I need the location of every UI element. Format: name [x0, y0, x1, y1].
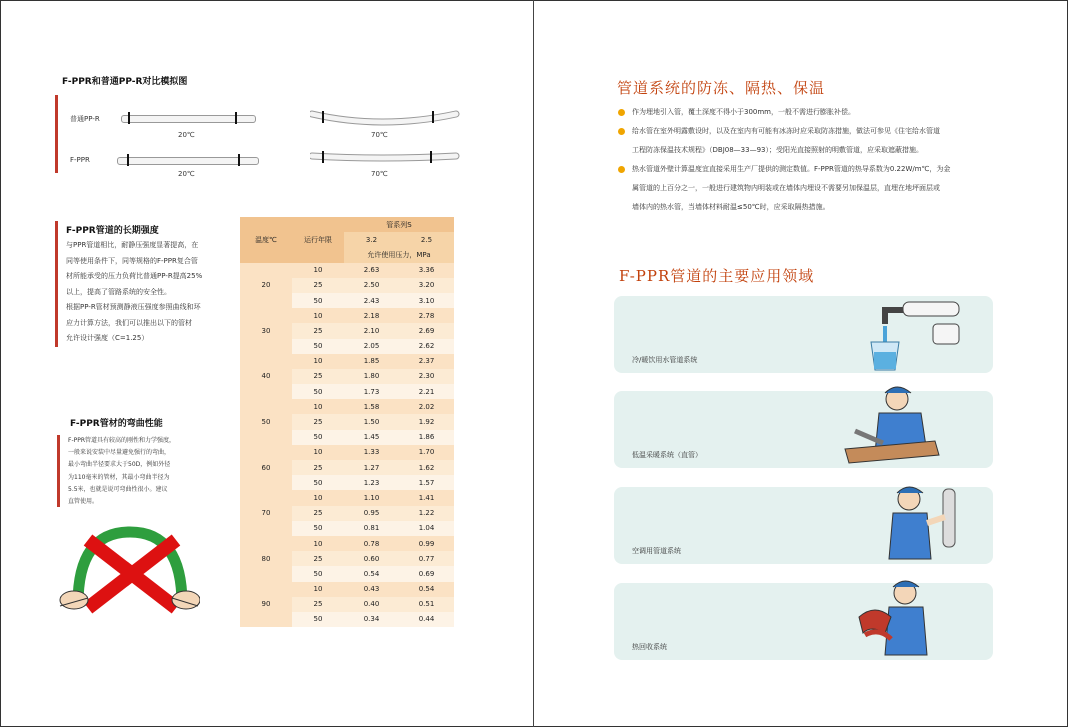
temp-cell: 60 [240, 445, 292, 491]
pressure-cell: 2.18 [344, 308, 399, 323]
pressure-cell: 1.70 [399, 445, 454, 460]
header-years: 运行年限 [292, 217, 344, 263]
bending-text: F-PPR管道具有较高的刚性和力学强度， 一般来说安装中尽量避免强行的弯曲， 最小弯曲半径要求大于50D，例如外径 为110毫米的管材，其最小弯曲半径为 5.5米，也就是说可弯曲性很小。建议 直管使用。 [68, 437, 176, 506]
bullet-dot [618, 128, 625, 135]
pressure-cell: 0.43 [344, 582, 399, 597]
years-cell: 50 [292, 384, 344, 399]
years-cell: 10 [292, 582, 344, 597]
pressure-cell: 2.63 [344, 263, 399, 278]
insulation-title: 管道系统的防冻、隔热、保温 [617, 79, 826, 97]
pipe-clip [238, 154, 240, 166]
application-label: 冷/暖饮用水管道系统 [632, 356, 698, 364]
pressure-cell: 1.58 [344, 399, 399, 414]
pressure-cell: 0.44 [399, 612, 454, 627]
years-cell: 25 [292, 597, 344, 612]
years-cell: 10 [292, 445, 344, 460]
pressure-cell: 2.37 [399, 354, 454, 369]
years-cell: 50 [292, 293, 344, 308]
pressure-cell: 2.62 [399, 339, 454, 354]
pressure-cell: 1.33 [344, 445, 399, 460]
pressure-cell: 2.30 [399, 369, 454, 384]
table-row [240, 490, 454, 505]
pressure-cell: 1.41 [399, 490, 454, 505]
bent-pipe [310, 108, 460, 132]
pressure-cell: 0.81 [344, 521, 399, 536]
pressure-cell: 0.34 [344, 612, 399, 627]
pressure-cell: 1.27 [344, 460, 399, 475]
bending-title: F-PPR管材的弯曲性能 [70, 419, 163, 429]
years-cell: 10 [292, 490, 344, 505]
temp-cell: 70 [240, 490, 292, 536]
accent-bar [57, 435, 60, 507]
pressure-cell: 1.22 [399, 506, 454, 521]
temp-label: 70℃ [371, 170, 388, 178]
header-temp: 温度℃ [240, 217, 292, 263]
pressure-cell: 1.85 [344, 354, 399, 369]
years-cell: 50 [292, 566, 344, 581]
years-cell: 10 [292, 263, 344, 278]
years-cell: 50 [292, 339, 344, 354]
series-value: 3.2 [344, 232, 399, 247]
pressure-cell: 1.45 [344, 430, 399, 445]
table-row [240, 445, 454, 460]
application-label: 空调用管道系统 [632, 547, 681, 555]
sim-row-label: 普通PP-R [70, 115, 100, 123]
pressure-table [240, 217, 454, 627]
pressure-cell: 0.69 [399, 566, 454, 581]
pressure-cell: 1.86 [399, 430, 454, 445]
temp-cell: 30 [240, 308, 292, 354]
pressure-cell: 1.80 [344, 369, 399, 384]
application-card [614, 487, 993, 564]
pressure-cell: 0.40 [344, 597, 399, 612]
pressure-cell: 1.73 [344, 384, 399, 399]
pressure-cell: 0.99 [399, 536, 454, 551]
application-label: 热回收系统 [632, 643, 667, 651]
table-row [240, 399, 454, 414]
pressure-cell: 3.36 [399, 263, 454, 278]
table-row [240, 308, 454, 323]
pressure-cell: 0.51 [399, 597, 454, 612]
years-cell: 10 [292, 399, 344, 414]
pipe-clip [235, 112, 237, 124]
years-cell: 25 [292, 506, 344, 521]
pressure-cell: 3.20 [399, 278, 454, 293]
years-cell: 25 [292, 414, 344, 429]
insulation-bullet: 给水管在室外明露敷设时，以及在室内有可能有冰冻时应采取防冻措施，做法可参见《住宅给水管道 工程防冻保温技术规程》（DBJ08—33—93）；受阳光直接照射的明敷管道，应采取遮蔽措施。 [632, 127, 940, 154]
application-card [614, 391, 993, 468]
strength-text: 与PPR管道相比，耐静压强度显著提高，在 同等使用条件下，同等规格的F-PPR复合管 材所能承受的压力负荷比普通PP-R提高25% 以上，提高了管路系统的安全性。 根据PP-R管材预测静液压强度参照曲线和环 应力计算方法，我们可以推出以下的管材 允许设计强度（C=1.25） [66, 241, 203, 342]
years-cell: 50 [292, 475, 344, 490]
years-cell: 25 [292, 551, 344, 566]
years-cell: 50 [292, 521, 344, 536]
years-cell: 50 [292, 612, 344, 627]
pressure-cell: 0.78 [344, 536, 399, 551]
accent-bar [55, 221, 58, 347]
pressure-cell: 3.10 [399, 293, 454, 308]
temp-cell: 20 [240, 263, 292, 309]
pressure-cell: 1.62 [399, 460, 454, 475]
temp-label: 20℃ [178, 131, 195, 139]
strength-title: F-PPR管道的长期强度 [66, 226, 159, 236]
table-row [240, 263, 454, 278]
application-card [614, 583, 993, 660]
temp-cell: 80 [240, 536, 292, 582]
years-cell: 10 [292, 536, 344, 551]
application-label: 低温采暖系统（直管） [632, 451, 702, 459]
insulation-bullet: 作为埋地引入管，覆土深度不得小于300mm，一般不需进行膨胀补偿。 [632, 108, 855, 116]
sim-title: F-PPR和普通PP-R对比模拟图 [62, 77, 188, 87]
pressure-cell: 2.02 [399, 399, 454, 414]
application-card [614, 296, 993, 373]
temp-cell: 50 [240, 399, 292, 445]
bent-pipe-illustration [58, 524, 200, 614]
pressure-cell: 2.10 [344, 323, 399, 338]
pressure-cell: 1.10 [344, 490, 399, 505]
table-row [240, 582, 454, 597]
pressure-cell: 0.77 [399, 551, 454, 566]
temp-label: 70℃ [371, 131, 388, 139]
years-cell: 25 [292, 369, 344, 384]
table-row [240, 354, 454, 369]
pressure-cell: 0.95 [344, 506, 399, 521]
pressure-cell: 1.50 [344, 414, 399, 429]
temp-cell: 40 [240, 354, 292, 400]
years-cell: 25 [292, 323, 344, 338]
page-fold [533, 0, 534, 727]
pressure-cell: 1.23 [344, 475, 399, 490]
unit-row: 允许使用压力，MPa [344, 247, 454, 262]
pressure-cell: 2.05 [344, 339, 399, 354]
worker-saw-icon [835, 383, 955, 469]
pipe-clip [128, 112, 130, 124]
pressure-cell: 0.60 [344, 551, 399, 566]
years-cell: 10 [292, 308, 344, 323]
years-cell: 50 [292, 430, 344, 445]
bullet-dot [618, 109, 625, 116]
years-cell: 25 [292, 278, 344, 293]
pressure-cell: 1.57 [399, 475, 454, 490]
temp-cell: 90 [240, 582, 292, 628]
applications-title: F-PPR管道的主要应用领域 [619, 267, 815, 285]
worker-heat-icon [855, 577, 945, 661]
pressure-cell: 1.04 [399, 521, 454, 536]
pressure-cell: 2.50 [344, 278, 399, 293]
accent-bar [55, 95, 58, 173]
series-value: 2.5 [399, 232, 454, 247]
pressure-cell: 0.54 [399, 582, 454, 597]
worker-pipe-icon [881, 483, 971, 565]
insulation-bullet: 热水管道外壁计算温度宜直接采用生产厂提供的测定数值。F-PPR管道的热导系数为0.22W/m℃，为金 属管道的上百分之一，一般进行建筑物内明装或在墙体内埋设不需要另加保温层，直埋在地坪面层或 墙体内的热水管，当墙体材料耐温≤50℃时，应采取隔热措施。 [632, 165, 951, 211]
pressure-cell: 2.43 [344, 293, 399, 308]
bullet-dot [618, 166, 625, 173]
pressure-cell: 0.54 [344, 566, 399, 581]
temp-label: 20℃ [178, 170, 195, 178]
faucet-icon [863, 298, 973, 372]
table-row [240, 536, 454, 551]
header-series: 管系列S [344, 217, 454, 232]
bent-pipe [310, 150, 460, 168]
pressure-cell: 1.92 [399, 414, 454, 429]
years-cell: 25 [292, 460, 344, 475]
pipe-clip [127, 154, 129, 166]
pressure-cell: 2.69 [399, 323, 454, 338]
pressure-cell: 2.21 [399, 384, 454, 399]
years-cell: 10 [292, 354, 344, 369]
sim-row-label: F-PPR [70, 156, 90, 164]
pressure-cell: 2.78 [399, 308, 454, 323]
